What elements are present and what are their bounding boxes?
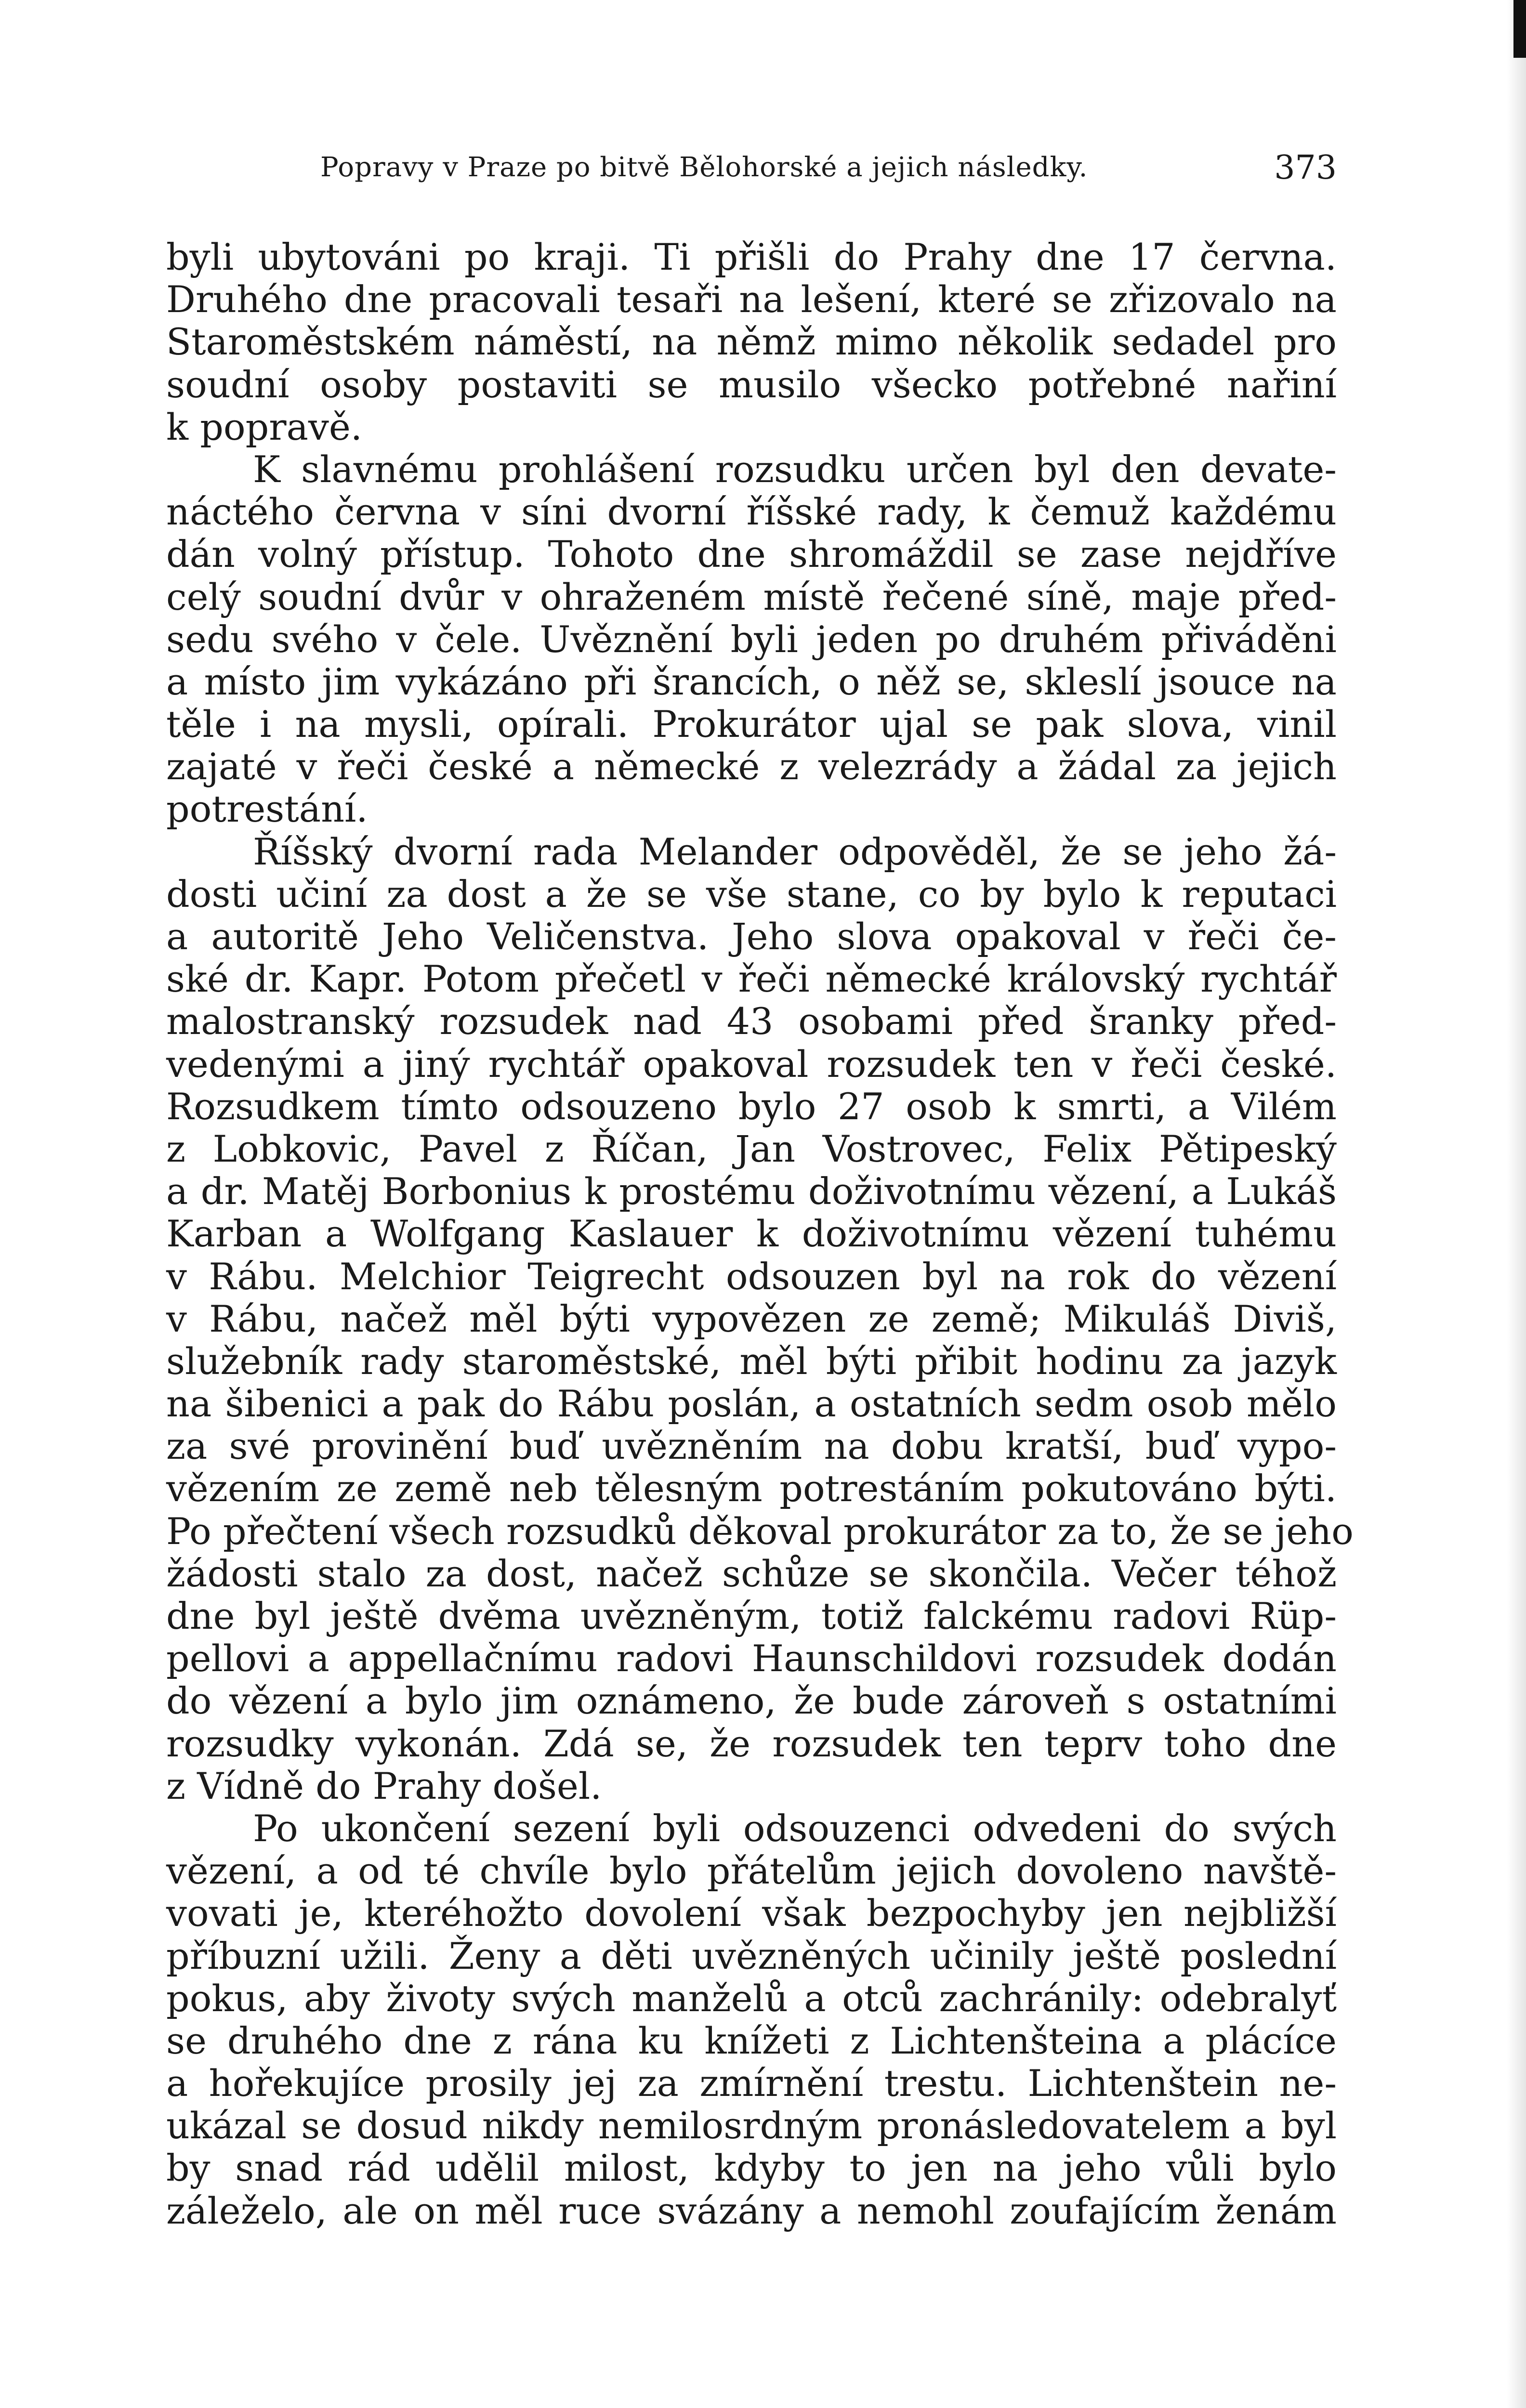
text-line: zajaté v řeči české a německé z velezrády a žádal za jejich [166,745,1337,788]
text-line: služebník rady staroměstské, měl býti přibit hodinu za jazyk [166,1339,1337,1383]
text-line: v Rábu, načež měl býti vypovězen ze země; Mikuláš Diviš, [166,1297,1337,1340]
text-line: vovati je, kteréhožto dovolení však bezpochyby jen nejbližší [166,1892,1337,1935]
text-line: Po přečtení všech rozsudků děkoval prokurátor za to, že se jeho [166,1509,1354,1553]
text-line: potrestání. [166,787,368,831]
text-line: by snad rád udělil milost, kdyby to jen na jeho vůli bylo [166,2146,1337,2190]
text-line: žádosti stalo za dost, načež schůze se skončila. Večer téhož [166,1552,1337,1595]
text-line: rozsudky vykonán. Zdá se, že rozsudek ten teprv toho dne [166,1722,1337,1765]
text-line: těle i na mysli, opírali. Prokurátor ujal se pak slova, vinil [166,703,1337,746]
page-header [320,149,1337,195]
text-line: ské dr. Kapr. Potom přečetl v řeči německé královský rychtář [166,957,1337,1001]
text-line: dosti učiní za dost a že se vše stane, co by bylo k reputaci [166,872,1337,916]
text-line: v Rábu. Melchior Teigrecht odsouzen byl na rok do vězení [166,1255,1337,1298]
page-number: 373 [1274,149,1337,187]
text-line: pellovi a appellačnímu radovi Haunschildovi rozsudek dodán [166,1637,1337,1680]
text-line: celý soudní dvůr v ohraženém místě řečené síně, maje před- [166,575,1337,618]
scan-edge-mark [1513,0,1526,58]
text-line: Rozsudkem tímto odsouzeno bylo 27 osob k smrti, a Vilém [166,1085,1337,1128]
text-line: soudní osoby postaviti se musilo všecko potřebné nařiní [166,363,1337,406]
text-line: do vězení a bylo jim oznámeno, že bude zároveň s ostatními [166,1679,1337,1723]
text-line: vedenými a jiný rychtář opakoval rozsudek ten v řeči české. [166,1042,1337,1086]
text-line: malostranský rozsudek nad 43 osobami před šranky před- [166,1000,1337,1043]
page-edge-shadow [1507,0,1526,2408]
text-line: vězením ze země neb tělesným potrestáním pokutováno býti. [166,1467,1337,1510]
text-line: sedu svého v čele. Uvěznění byli jeden po druhém přiváděni [166,617,1337,661]
text-line: Druhého dne pracovali tesaři na lešení, které se zřizovalo na [166,278,1337,321]
text-line: záleželo, ale on měl ruce svázány a nemohl zoufajícím ženám [166,2189,1337,2232]
text-line: dne byl ještě dvěma uvězněným, totiž falckému radovi Rüp- [166,1595,1337,1637]
text-line: dán volný přístup. Tohoto dne shromáždil se zase nejdříve [166,533,1337,576]
text-line: náctého června v síni dvorní říšské rady, k čemuž každému [166,490,1337,534]
text-line: pokus, aby životy svých manželů a otců zachránily: odebralyť [166,1976,1337,2020]
text-line: Po ukončení sezení byli odsouzenci odvedeni do svých [253,1806,1337,1850]
text-line: na šibenici a pak do Rábu poslán, a ostatních sedm osob mělo [166,1382,1337,1426]
text-line: Říšský dvorní rada Melander odpověděl, že se jeho žá- [253,830,1337,873]
text-line: k popravě. [166,405,362,448]
text-line: a místo jim vykázáno při šrancích, o něž se, skleslí jsouce na [166,660,1337,703]
text-line: se druhého dne z rána ku knížeti z Lichtenšteina a plácíce [166,2019,1337,2062]
running-title: Popravy v Praze po bitvě Bělohorské a jejich následky. [320,152,1088,183]
text-line: Staroměstském náměstí, na němž mimo několik sedadel pro [166,320,1337,364]
text-line: Karban a Wolfgang Kaslauer k doživotnímu vězení tuhému [166,1212,1337,1256]
text-line: a autoritě Jeho Veličenstva. Jeho slova opakoval v řeči če- [166,915,1337,958]
text-line: K slavnému prohlášení rozsudku určen byl den devate- [253,447,1337,491]
text-line: byli ubytováni po kraji. Ti přišli do Prahy dne 17 června. [166,236,1337,278]
text-line: příbuzní užili. Ženy a děti uvězněných učinily ještě poslední [166,1934,1337,1977]
text-line: a hořekujíce prosily jej za zmírnění trestu. Lichtenštein ne- [166,2062,1337,2105]
text-line: a dr. Matěj Borbonius k prostému doživotnímu vězení, a Lukáš [166,1170,1337,1213]
text-line: ukázal se dosud nikdy nemilosrdným pronásledovatelem a byl [166,2104,1337,2147]
body-text [166,236,1354,2232]
text-line: za své provinění buď uvězněním na dobu kratší, buď vypo- [166,1425,1337,1468]
text-line: z Vídně do Prahy došel. [166,1764,602,1807]
text-line: z Lobkovic, Pavel z Říčan, Jan Vostrovec, Felix Pětipeský [166,1127,1337,1170]
text-line: vězení, a od té chvíle bylo přátelům jejich dovoleno navště- [166,1849,1337,1893]
